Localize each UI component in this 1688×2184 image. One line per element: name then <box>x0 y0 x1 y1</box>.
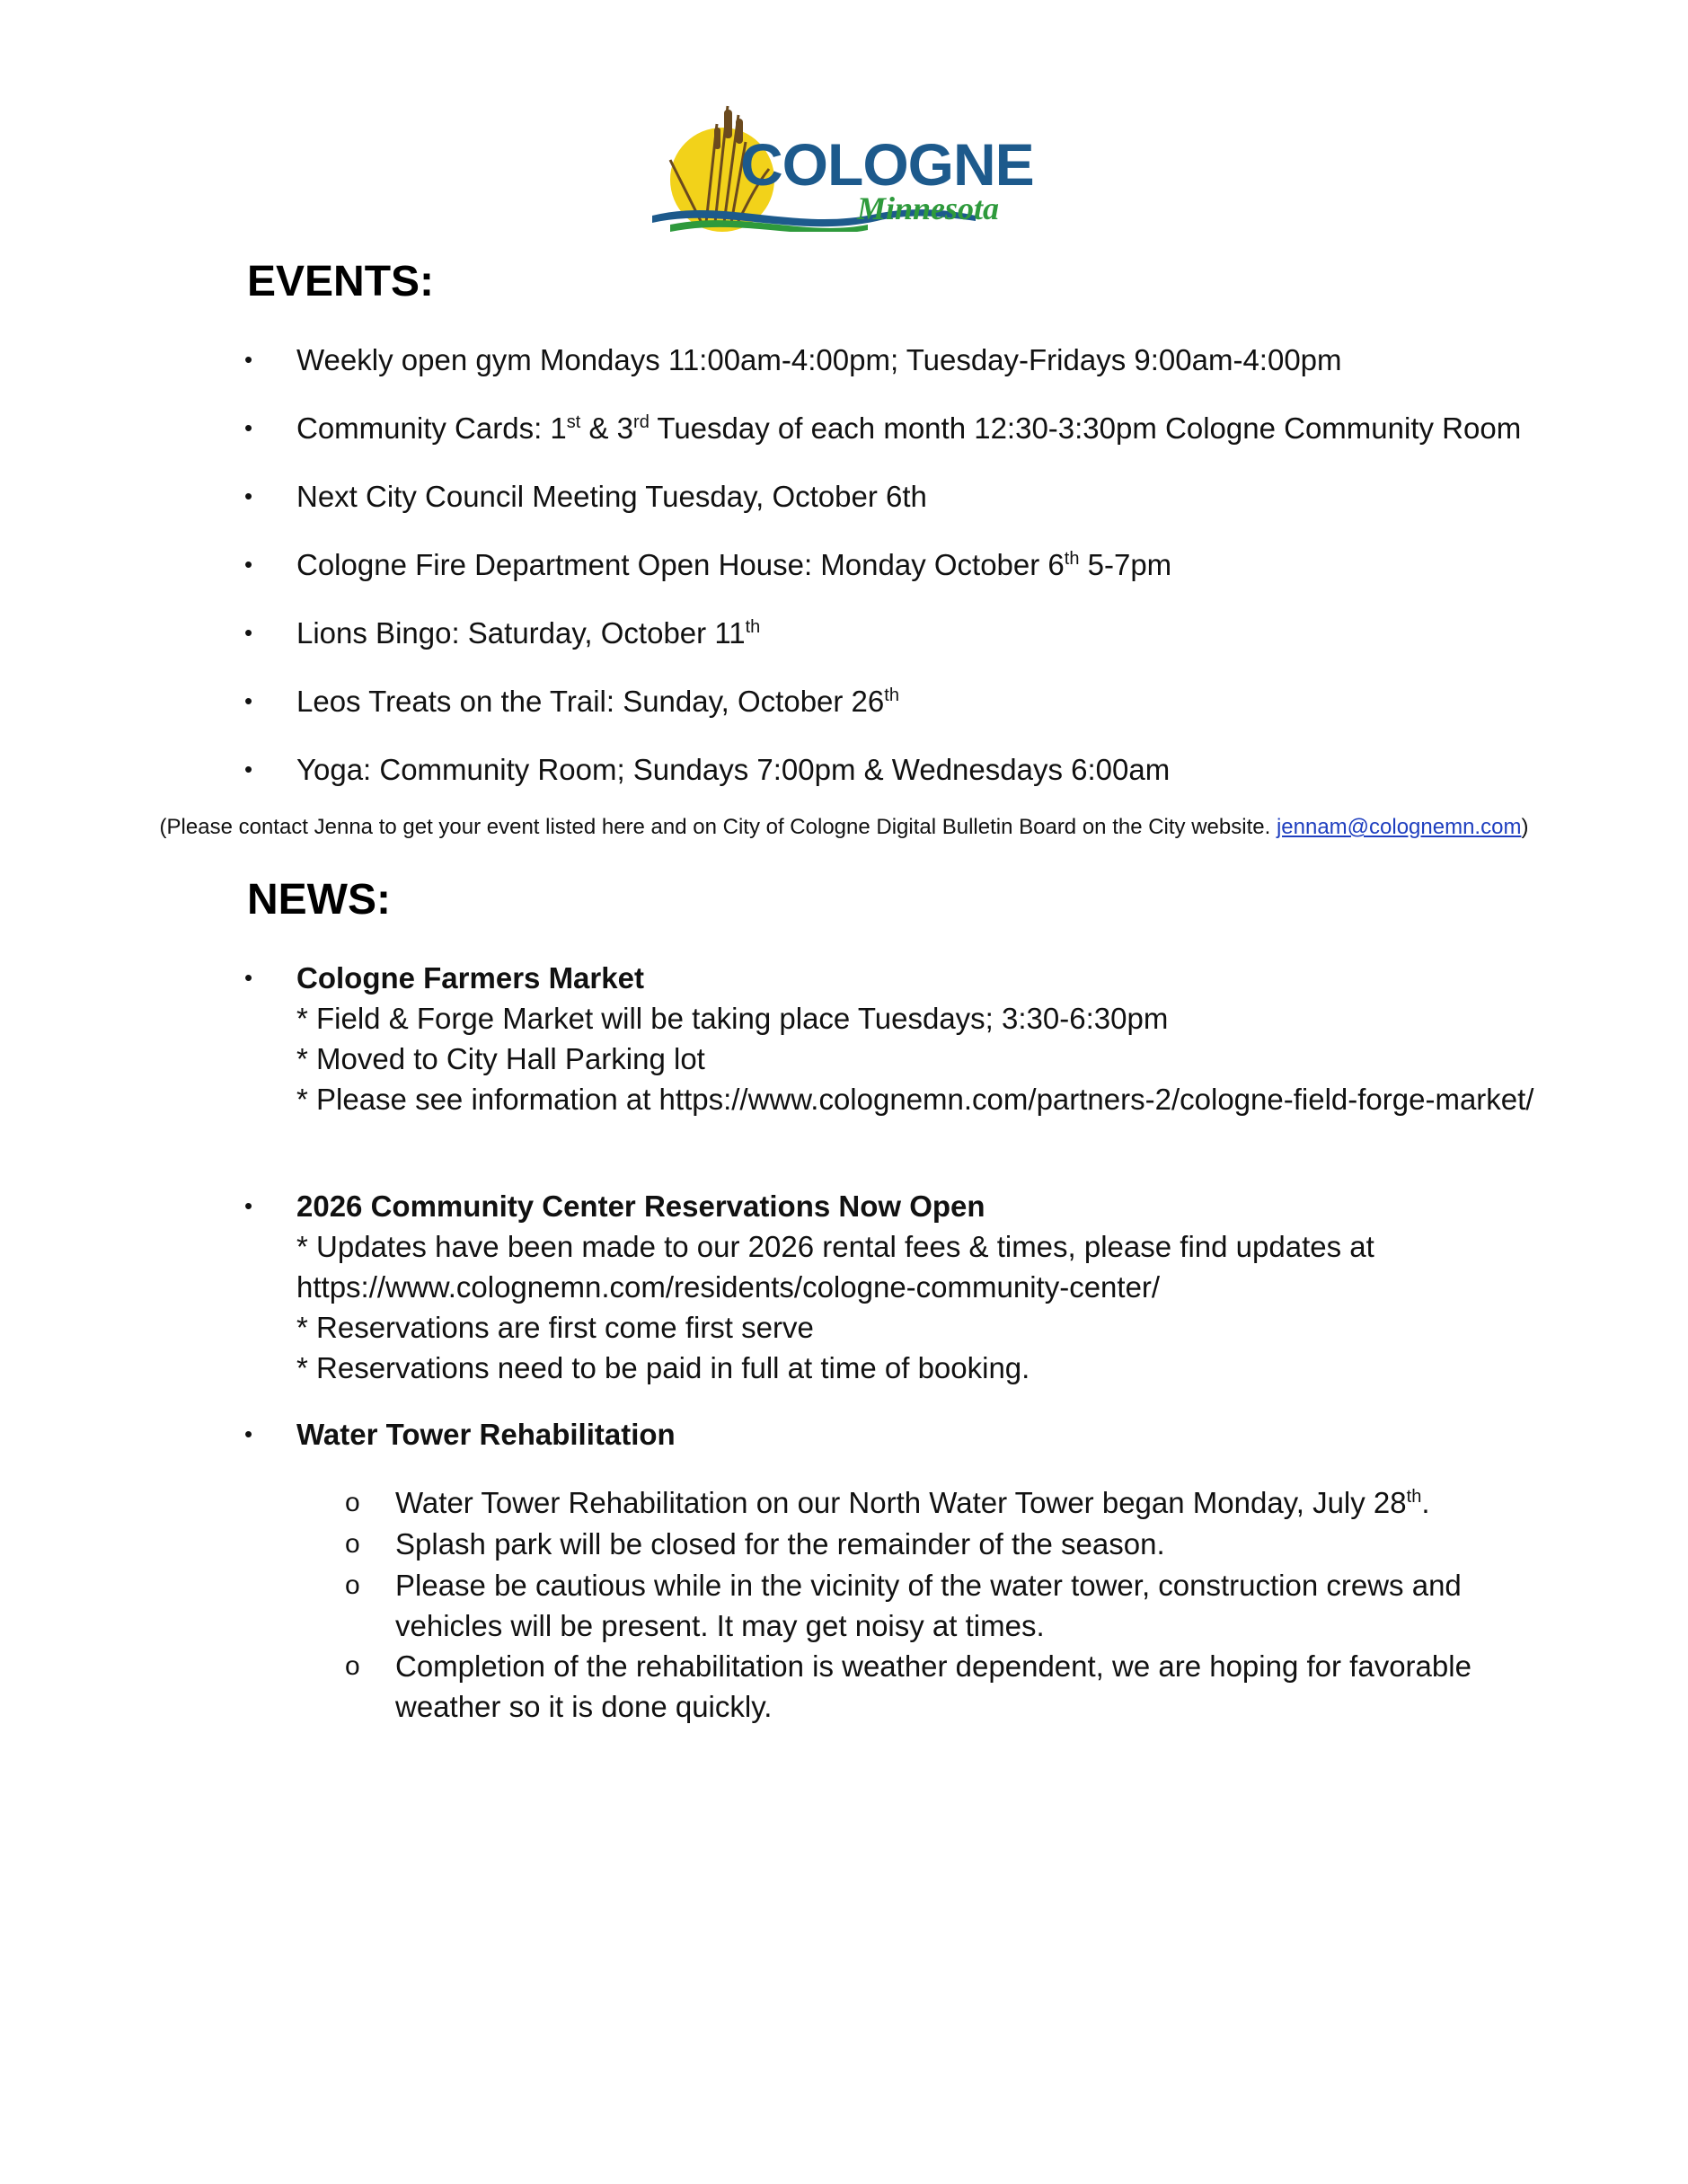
event-text: Yoga: Community Room; Sundays 7:00pm & Wednesdays 6:00am <box>296 753 1171 786</box>
event-text: Leos Treats on the Trail: Sunday, October 26th <box>296 685 899 718</box>
circle-bullet-icon: o <box>345 1488 360 1517</box>
news-line: * Reservations need to be paid in full at time of booking. <box>296 1351 1030 1384</box>
event-item <box>244 681 1572 721</box>
event-text: Lions Bingo: Saturday, October 11th <box>296 616 761 650</box>
news-item-farmers-market <box>244 958 1572 1119</box>
news-item-community-center <box>244 1186 1572 1388</box>
event-item <box>244 408 1572 448</box>
event-text: Community Cards: 1st & 3rd Tuesday of each month 12:30-3:30pm Cologne Community Room <box>296 411 1522 445</box>
circle-bullet-icon: o <box>345 1570 360 1600</box>
circle-bullet-icon: o <box>345 1529 360 1559</box>
sub-list-item: o Please be cautious while in the vicinity of the water tower, construction crews and vehicles will be present. It may get noisy at times. <box>395 1565 1545 1646</box>
bullet-icon: • <box>244 687 253 714</box>
sub-list-item: o Completion of the rehabilitation is weather dependent, we are hoping for favorable weather so it is done quickly. <box>395 1646 1545 1727</box>
news-item-water-tower <box>244 1414 1572 1455</box>
circle-bullet-icon: o <box>345 1651 360 1681</box>
news-item-title: Cologne Farmers Market <box>296 961 644 995</box>
event-item <box>244 749 1572 790</box>
news-line: * Please see information at https://www.colognemn.com/partners-2/cologne-field-forge-market/ <box>296 1083 1534 1116</box>
contact-email-link[interactable]: jennam@colognemn.com <box>1276 815 1522 839</box>
bullet-icon: • <box>244 482 253 509</box>
news-line: * Field & Forge Market will be taking place Tuesdays; 3:30-6:30pm <box>296 1002 1169 1035</box>
sub-list-item: o Splash park will be closed for the remainder of the season. <box>395 1524 1545 1564</box>
news-line: * Updates have been made to our 2026 rental fees & times, please find updates at https://www.colognemn.com/residents/cologne-community-center/ <box>296 1230 1374 1304</box>
bullet-icon: • <box>244 619 253 646</box>
event-item <box>244 340 1572 380</box>
bullet-icon: • <box>244 551 253 578</box>
cologne-logo <box>652 97 1033 232</box>
news-item-title: 2026 Community Center Reservations Now Open <box>296 1189 985 1223</box>
news-line: * Reservations are first come first serve <box>296 1311 814 1344</box>
bullet-icon: • <box>244 756 253 783</box>
news-line: * Moved to City Hall Parking lot <box>296 1042 705 1075</box>
event-item <box>244 544 1572 585</box>
events-heading: EVENTS: <box>247 258 435 305</box>
bullet-icon: • <box>244 414 253 441</box>
event-item <box>244 613 1572 653</box>
sub-list-item: o Water Tower Rehabilitation on our North Water Tower began Monday, July 28th. <box>395 1482 1545 1523</box>
bullet-icon: • <box>244 1192 253 1219</box>
event-text: Cologne Fire Department Open House: Monday October 6th 5-7pm <box>296 548 1172 581</box>
event-item <box>244 476 1572 517</box>
bullet-icon: • <box>244 1420 253 1447</box>
logo-subtitle: Minnesota <box>857 190 1000 226</box>
contact-note: (Please contact Jenna to get your event listed here and on City of Cologne Digital Bulletin Board on the City website. jennam@colognemn.com) <box>159 815 1529 839</box>
bullet-icon: • <box>244 346 253 373</box>
news-item-title: Water Tower Rehabilitation <box>296 1418 676 1451</box>
event-text: Weekly open gym Mondays 11:00am-4:00pm; Tuesday-Fridays 9:00am-4:00pm <box>296 343 1342 376</box>
logo-wordmark: COLOGNE <box>740 131 1034 198</box>
news-heading: NEWS: <box>247 876 391 924</box>
event-text: Next City Council Meeting Tuesday, October 6th <box>296 480 927 513</box>
bullet-icon: • <box>244 964 253 991</box>
